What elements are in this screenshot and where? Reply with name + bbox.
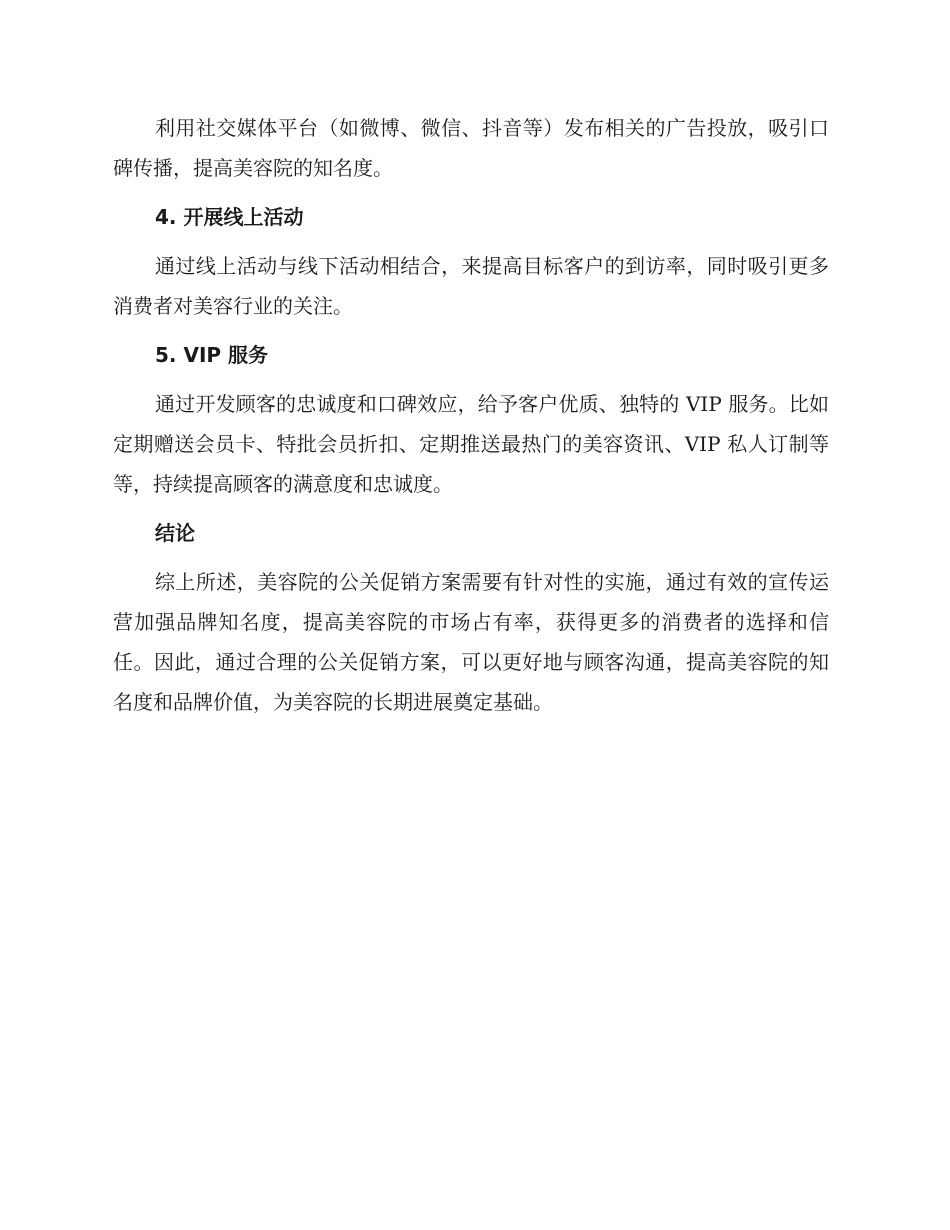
paragraph-conclusion: 综上所述，美容院的公关促销方案需要有针对性的实施，通过有效的宣传运营加强品牌知名度，提高美容院的市场占有率，获得更多的消费者的选择和信任。因此，通过合理的公关促销方案，可以更好地与顾客沟通，提高美容院的知名度和品牌价值，为美容院的长期进展奠定基础。 (113, 570, 829, 714)
heading-conclusion: 结论 (155, 521, 195, 545)
paragraph-social-media: 利用社交媒体平台（如微博、微信、抖音等）发布相关的广告投放，吸引口碑传播，提高美容院的知名度。 (113, 116, 829, 180)
document-page (113, 108, 829, 722)
heading-online-activities: 4. 开展线上活动 (155, 205, 304, 229)
paragraph-vip-service: 通过开发顾客的忠诚度和口碑效应，给予客户优质、独特的 VIP 服务。比如定期赠送会员卡、特批会员折扣、定期推送最热门的美容资讯、VIP 私人订制等等，持续提高顾客的满意度和忠诚度。 (113, 392, 829, 496)
paragraph-online-activities: 通过线上活动与线下活动相结合，来提高目标客户的到访率，同时吸引更多消费者对美容行业的关注。 (113, 254, 829, 318)
heading-vip-service: 5. VIP 服务 (155, 343, 269, 367)
